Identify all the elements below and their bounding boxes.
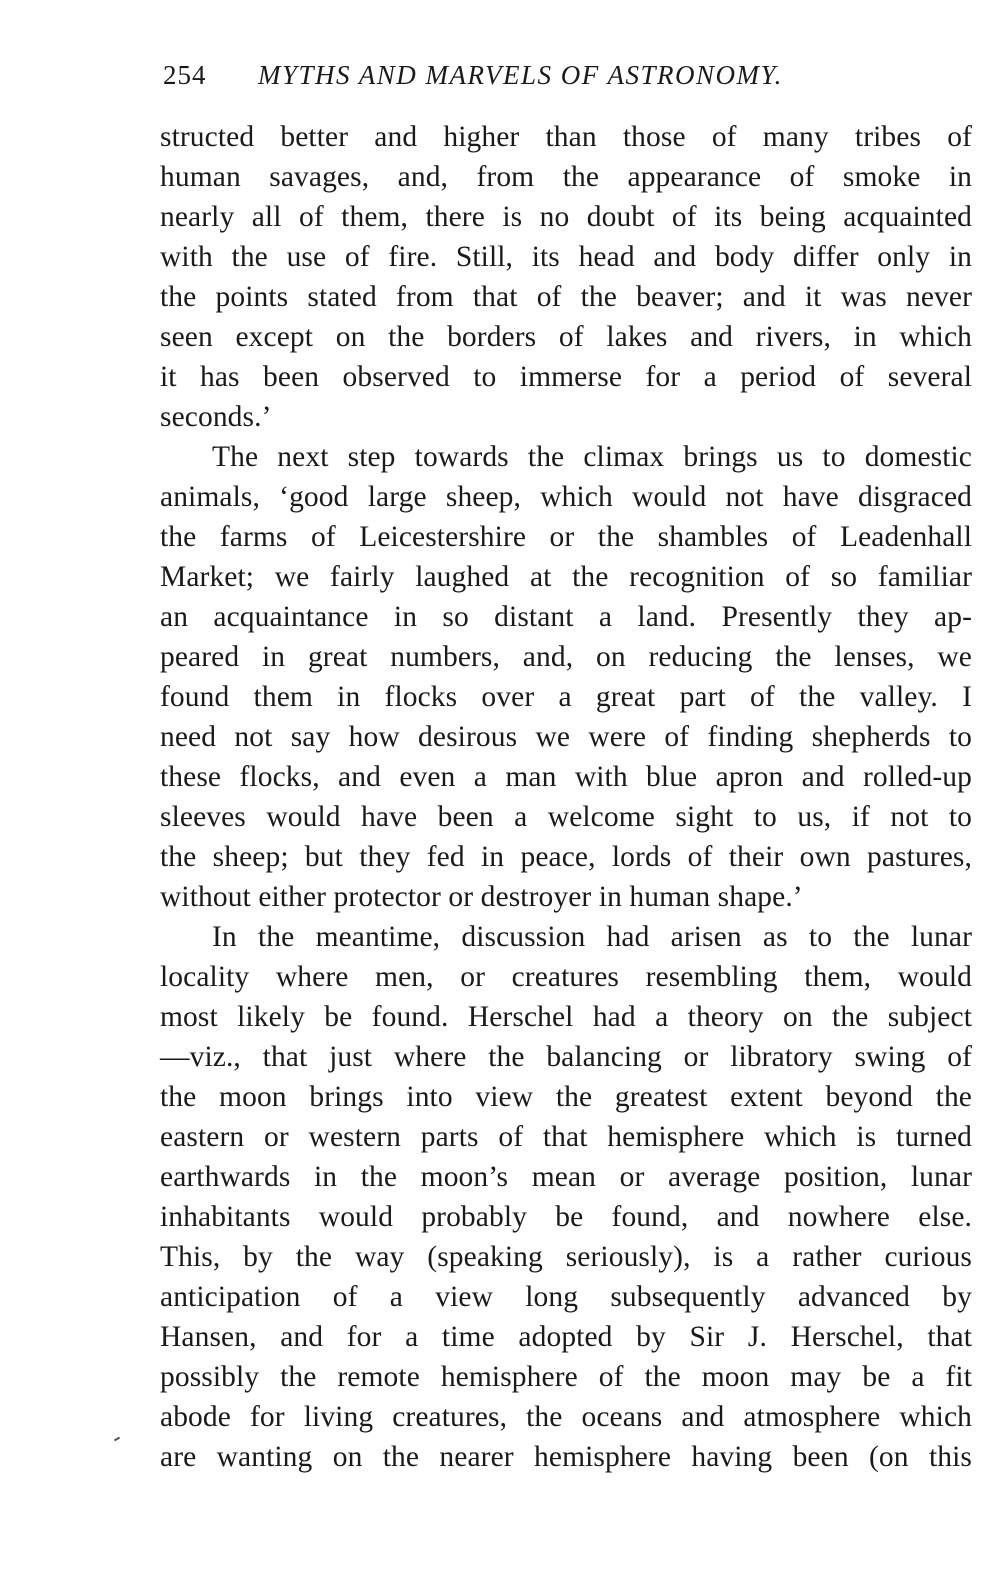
text-line: animals, ‘good large sheep, which would not have disgraced: [160, 481, 972, 513]
text-line: eastern or western parts of that hemisphere which is turned: [160, 1121, 972, 1153]
text-line: with the use of fire. Still, its head and body differ only in: [160, 241, 972, 273]
text-line: locality where men, or creatures resembling them, would: [160, 961, 972, 993]
text-line: possibly the remote hemisphere of the moon may be a fit: [160, 1361, 972, 1393]
text-line: abode for living creatures, the oceans and atmosphere which: [160, 1401, 972, 1433]
running-head: [163, 60, 963, 96]
margin-mark: [114, 1437, 120, 1442]
paragraph-start-line: In the meantime, discussion had arisen as to the lunar: [212, 921, 972, 953]
text-line: the farms of Leicestershire or the shambles of Leadenhall: [160, 521, 972, 553]
text-line: seconds.’: [160, 401, 272, 433]
text-line: nearly all of them, there is no doubt of its being acquainted: [160, 201, 972, 233]
text-line: inhabitants would probably be found, and nowhere else.: [160, 1201, 972, 1233]
text-line: sleeves would have been a welcome sight to us, if not to: [160, 801, 972, 833]
text-line: This, by the way (speaking seriously), is a rather curious: [160, 1241, 972, 1273]
text-line: are wanting on the nearer hemisphere having been (on this: [160, 1441, 972, 1473]
text-line: the moon brings into view the greatest extent beyond the: [160, 1081, 972, 1113]
text-line: structed better and higher than those of many tribes of: [160, 121, 972, 153]
text-line: —viz., that just where the balancing or libratory swing of: [160, 1041, 972, 1073]
text-line: human savages, and, from the appearance of smoke in: [160, 161, 972, 193]
page-number: 254: [163, 60, 207, 90]
text-line: earthwards in the moon’s mean or average position, lunar: [160, 1161, 972, 1193]
text-line: it has been observed to immerse for a period of several: [160, 361, 972, 393]
text-line: need not say how desirous we were of finding shepherds to: [160, 721, 972, 753]
text-line: these flocks, and even a man with blue apron and rolled-up: [160, 761, 972, 793]
body-text: [160, 117, 972, 1477]
text-line: peared in great numbers, and, on reducing the lenses, we: [160, 641, 972, 673]
text-line: without either protector or destroyer in human shape.’: [160, 881, 803, 913]
text-line: most likely be found. Herschel had a theory on the subject: [160, 1001, 972, 1033]
text-line: the points stated from that of the beaver; and it was never: [160, 281, 972, 313]
text-line: an acquaintance in so distant a land. Presently they ap-: [160, 601, 972, 633]
text-line: seen except on the borders of lakes and rivers, in which: [160, 321, 972, 353]
text-line: found them in flocks over a great part of the valley. I: [160, 681, 972, 713]
text-line: the sheep; but they fed in peace, lords of their own pastures,: [160, 841, 972, 873]
text-line: anticipation of a view long subsequently advanced by: [160, 1281, 972, 1313]
text-line: Market; we fairly laughed at the recognition of so familiar: [160, 561, 972, 593]
text-line: Hansen, and for a time adopted by Sir J. Herschel, that: [160, 1321, 972, 1353]
running-title: MYTHS AND MARVELS OF ASTRONOMY.: [258, 60, 783, 90]
paragraph-start-line: The next step towards the climax brings us to domestic: [212, 441, 972, 473]
